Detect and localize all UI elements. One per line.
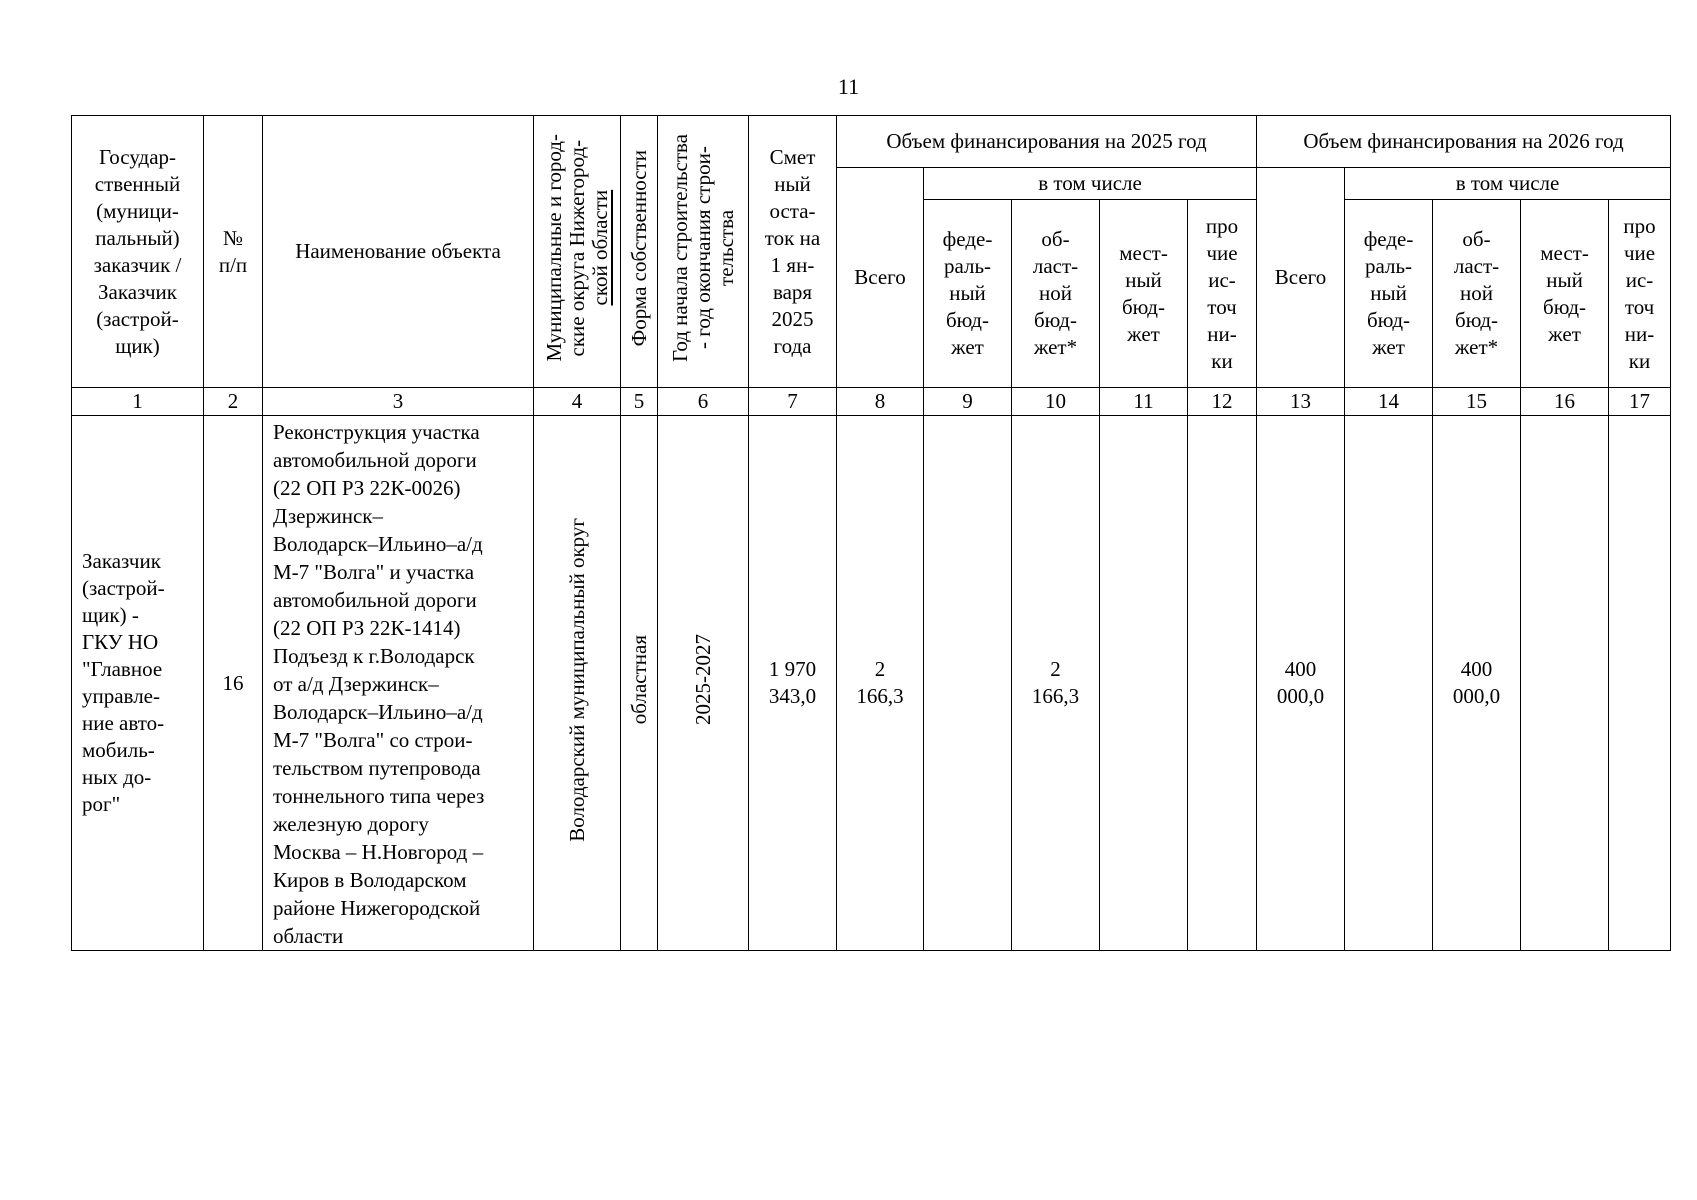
row-other-2025 — [1188, 416, 1257, 951]
header-federal-2025: феде- раль- ный бюд- жет — [924, 200, 1012, 388]
header-total-2026: Всего — [1257, 168, 1345, 388]
column-number: 15 — [1433, 388, 1521, 416]
row-regional-2025: 2 166,3 — [1012, 416, 1100, 951]
header-including-2025: в том числе — [924, 168, 1257, 200]
row-total-2026: 400 000,0 — [1257, 416, 1345, 951]
header-ownership: Форма собственности — [621, 116, 658, 388]
row-object-name: Реконструкция участка автомобильной дороги (22 ОП РЗ 22К-0026) Дзержинск– Володарск–Ильино–а/д М-7 "Волга" и участка автомобильной дороги (22 ОП РЗ 22К-1414) Подъезд к г.Володарск от а/д Дзержинск– Володарск–Ильино–а/д М-7 "Волга" со строи- тельством путепровода тоннельного типа через железную дорогу Москва – Н.Новгород – Киров в Володарском районе Нижегородской области — [263, 416, 534, 951]
column-number: 10 — [1012, 388, 1100, 416]
column-number: 12 — [1188, 388, 1257, 416]
column-number: 14 — [1345, 388, 1433, 416]
row-other-2026 — [1609, 416, 1671, 951]
row-total-2025: 2 166,3 — [837, 416, 924, 951]
column-number: 6 — [658, 388, 749, 416]
header-number: № п/п — [204, 116, 263, 388]
header-funding-2026: Объем финансирования на 2026 год — [1257, 116, 1671, 168]
column-number: 8 — [837, 388, 924, 416]
header-object-name: Наименование объекта — [263, 116, 534, 388]
header-federal-2026: феде- раль- ный бюд- жет — [1345, 200, 1433, 388]
table-row — [72, 416, 1671, 951]
row-regional-2026: 400 000,0 — [1433, 416, 1521, 951]
column-number: 7 — [749, 388, 837, 416]
header-other-2026: про чие ис- точ ни- ки — [1609, 200, 1671, 388]
row-local-2026 — [1521, 416, 1609, 951]
column-number: 5 — [621, 388, 658, 416]
page-number: 11 — [837, 74, 860, 99]
header-including-2026: в том числе — [1345, 168, 1671, 200]
header-funding-2025: Объем финансирования на 2025 год — [837, 116, 1257, 168]
row-number: 16 — [204, 416, 263, 951]
column-number: 1 — [72, 388, 204, 416]
header-estimate: Смет ный оста- ток на 1 ян- варя 2025 года — [749, 116, 837, 388]
row-ownership: областная — [621, 416, 658, 951]
header-local-2025: мест- ный бюд- жет — [1100, 200, 1188, 388]
row-estimate: 1 970 343,0 — [749, 416, 837, 951]
header-regional-2026: об- ласт- ной бюд- жет* — [1433, 200, 1521, 388]
column-number: 4 — [534, 388, 621, 416]
header-years: Год начала строительства - год окончания строи- тельства — [658, 116, 749, 388]
column-number: 16 — [1521, 388, 1609, 416]
row-federal-2026 — [1345, 416, 1433, 951]
column-number-row — [72, 388, 1671, 416]
row-municipality: Володарский муниципальный округ — [534, 416, 621, 951]
header-total-2025: Всего — [837, 168, 924, 388]
row-federal-2025 — [924, 416, 1012, 951]
header-local-2026: мест- ный бюд- жет — [1521, 200, 1609, 388]
header-regional-2025: об- ласт- ной бюд- жет* — [1012, 200, 1100, 388]
header-other-2025: про чие ис- точ ни- ки — [1188, 200, 1257, 388]
column-number: 17 — [1609, 388, 1671, 416]
financing-table — [71, 115, 1671, 951]
column-number: 11 — [1100, 388, 1188, 416]
column-number: 2 — [204, 388, 263, 416]
column-number: 13 — [1257, 388, 1345, 416]
column-number: 9 — [924, 388, 1012, 416]
row-customer: Заказчик (застрой- щик) - ГКУ НО "Главное управле- ние авто- мобиль- ных до- рог" — [72, 416, 204, 951]
column-number: 3 — [263, 388, 534, 416]
header-customer: Государ- ственный (муници- пальный) заказчик / Заказчик (застрой- щик) — [72, 116, 204, 388]
row-years: 2025-2027 — [658, 416, 749, 951]
row-local-2025 — [1100, 416, 1188, 951]
header-municipality: Муниципальные и город- ские округа Нижегород- ской области — [534, 116, 621, 388]
